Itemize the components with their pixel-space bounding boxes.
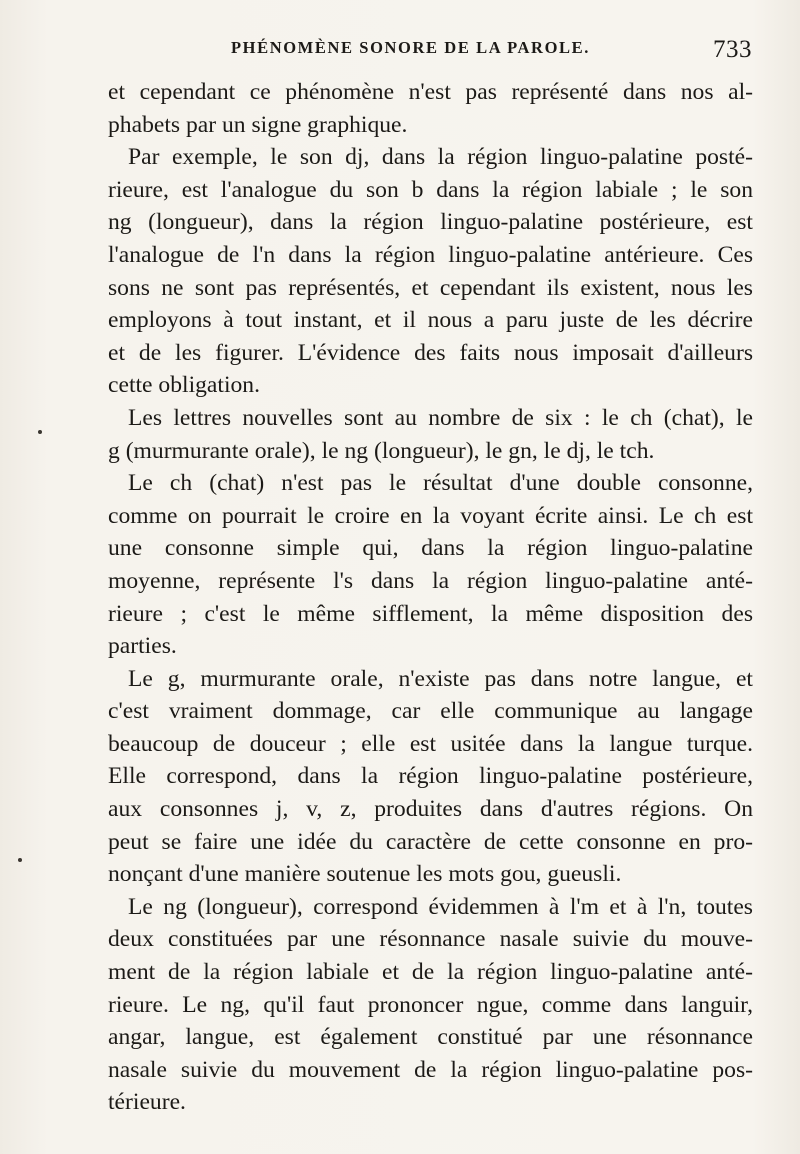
- text-line: employons à tout instant, et il nous a paru juste de les décrire: [108, 307, 753, 334]
- margin-speck: [18, 858, 22, 862]
- text-line: et cependant ce phénomène n'est pas représenté dans nos al-: [108, 79, 753, 105]
- text-line: térieure.: [108, 1089, 186, 1116]
- page-number: 733: [713, 36, 752, 63]
- text-line: Le g, murmurante orale, n'existe pas dans notre langue, et: [128, 665, 753, 692]
- text-line: moyenne, représente l's dans la région linguo-palatine anté-: [108, 567, 753, 594]
- paragraph-1: [108, 76, 753, 141]
- text-line: rieure. Le ng, qu'il faut prononcer ngue, comme dans languir,: [108, 991, 753, 1018]
- text-line: et de les figurer. L'évidence des faits nous imposait d'ailleurs: [108, 339, 753, 366]
- text-line: l'analogue de l'n dans la région linguo-palatine antérieure. Ces: [108, 241, 753, 268]
- text-line: peut se faire une idée du caractère de cette consonne en pro-: [108, 828, 753, 855]
- paragraph-6: [108, 891, 753, 1119]
- text-line: ng (longueur), dans la région linguo-palatine postérieure, est: [108, 209, 753, 236]
- text-line: cette obligation.: [108, 372, 260, 399]
- text-line: une consonne simple qui, dans la région linguo-palatine: [108, 535, 753, 562]
- text-line: g (murmurante orale), le ng (longueur), le gn, le dj, le tch.: [108, 437, 655, 464]
- text-line: angar, langue, est également constitué par une résonnance: [108, 1024, 753, 1051]
- margin-speck: [38, 430, 42, 434]
- paragraph-2: [108, 141, 753, 402]
- text-line: nonçant d'une manière soutenue les mots gou, gueusli.: [108, 861, 622, 888]
- text-line: Le ng (longueur), correspond évidemmen à l'm et à l'n, toutes: [128, 893, 753, 920]
- text-line: phabets par un signe graphique.: [108, 111, 408, 138]
- text-line: sons ne sont pas représentés, et cependant ils existent, nous les: [108, 274, 753, 301]
- text-line: Par exemple, le son dj, dans la région linguo-palatine posté-: [128, 144, 753, 171]
- paragraph-5: [108, 663, 753, 891]
- text-line: c'est vraiment dommage, car elle communique au langage: [108, 698, 753, 725]
- text-line: rieure, est l'analogue du son b dans la région labiale ; le son: [108, 176, 753, 203]
- body-text: [108, 76, 753, 1119]
- running-title: PHÉNOMÈNE SONORE DE LA PAROLE.: [231, 38, 590, 57]
- text-line: parties.: [108, 633, 177, 660]
- text-line: nasale suivie du mouvement de la région linguo-palatine pos-: [108, 1056, 753, 1083]
- text-line: Les lettres nouvelles sont au nombre de six : le ch (chat), le: [128, 404, 753, 431]
- paragraph-4: [108, 467, 753, 663]
- text-line: Le ch (chat) n'est pas le résultat d'une double consonne,: [128, 470, 753, 497]
- text-line: rieure ; c'est le même sifflement, la même disposition des: [108, 600, 753, 627]
- text-line: ment de la région labiale et de la région linguo-palatine anté-: [108, 959, 753, 986]
- text-line: comme on pourrait le croire en la voyant écrite ainsi. Le ch est: [108, 502, 753, 529]
- text-line: beaucoup de douceur ; elle est usitée dans la langue turque.: [108, 730, 753, 757]
- text-line: aux consonnes j, v, z, produites dans d'autres régions. On: [108, 796, 753, 823]
- paragraph-3: [108, 402, 753, 467]
- text-line: Elle correspond, dans la région linguo-palatine postérieure,: [108, 763, 753, 790]
- text-line: deux constituées par une résonnance nasale suivie du mouve-: [108, 926, 753, 953]
- running-head: [108, 36, 752, 66]
